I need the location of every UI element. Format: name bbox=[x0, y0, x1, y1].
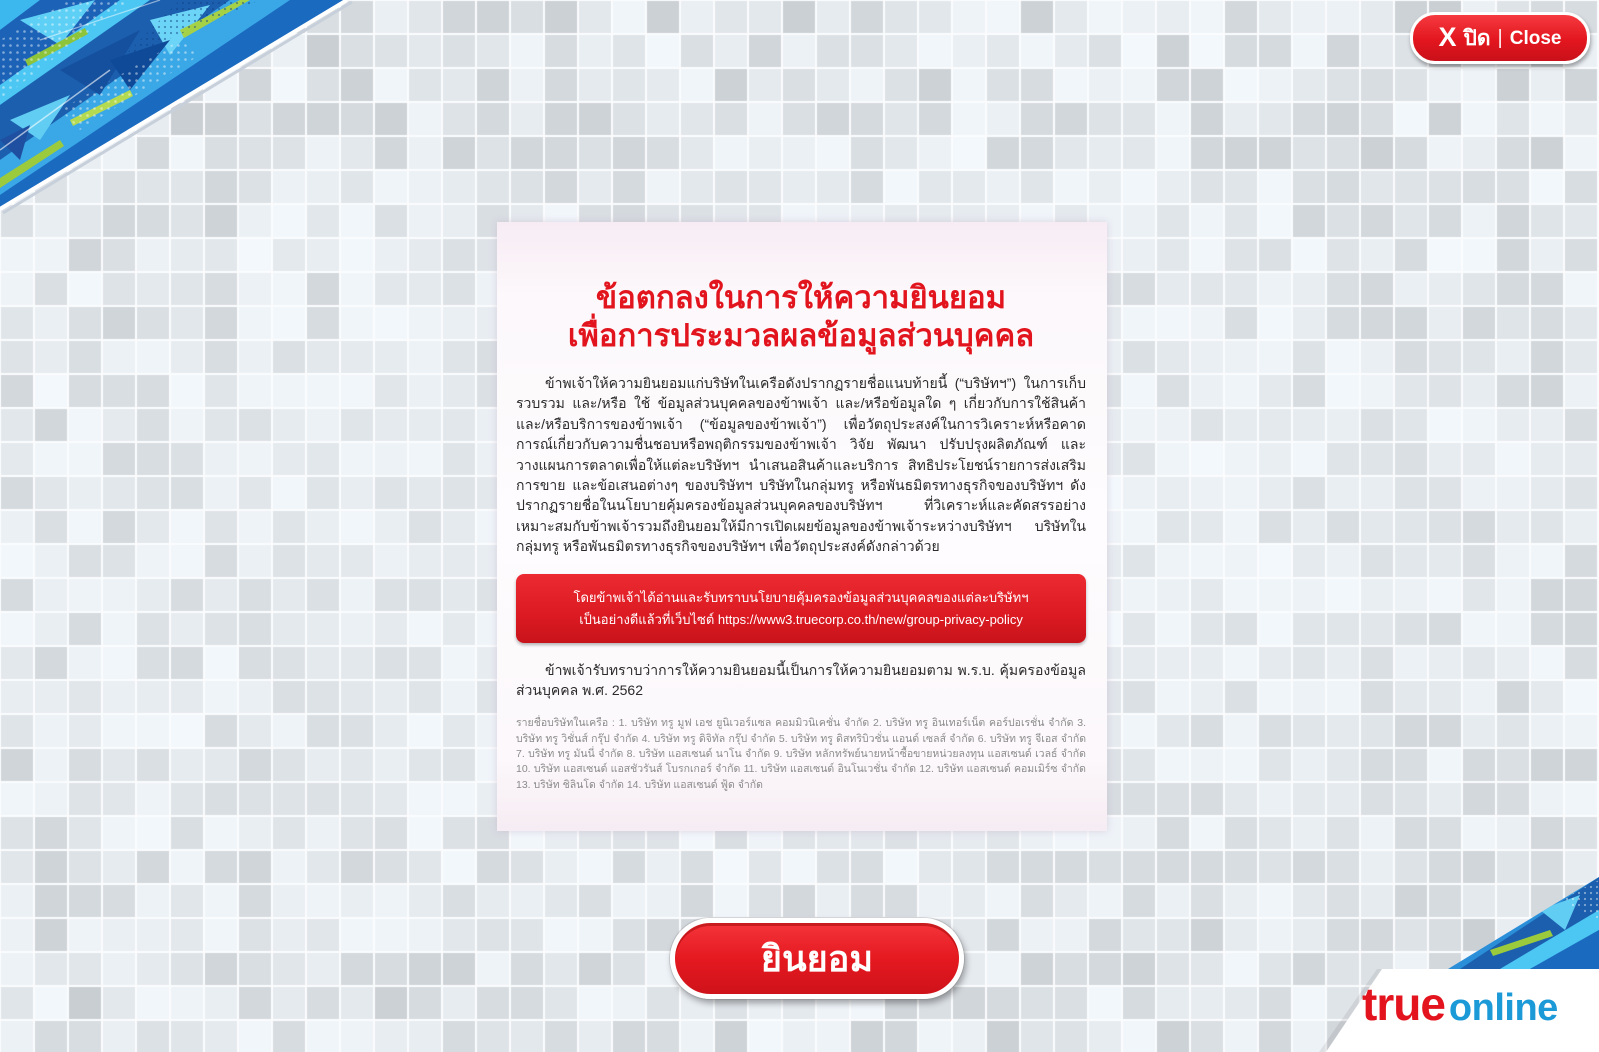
close-label-thai: ปิด bbox=[1463, 26, 1491, 50]
company-item: 9. บริษัท หลักทรัพย์นายหน้าซื้อขายหน่วยลงทุน แอสเซนด์ เวลธ์ จำกัด bbox=[773, 748, 1086, 761]
privacy-policy-notice-line-1: โดยข้าพเจ้าได้อ่านและรับทราบนโยบายคุ้มครองข้อมูลส่วนบุคคลของแต่ละบริษัทฯ bbox=[573, 589, 1029, 605]
company-item: 1. บริษัท ทรู มูฟ เอช ยูนิเวอร์แซล คอมมิวนิเคชั่น จำกัด bbox=[618, 717, 870, 730]
corner-decoration-top-left bbox=[0, 0, 360, 220]
consent-button[interactable]: ยินยอม bbox=[670, 918, 964, 999]
company-item: 7. บริษัท ทรู มันนี่ จำกัด bbox=[516, 748, 624, 761]
company-item: 3. บริษัท ทรู วิชั่นส์ กรุ๊ป จำกัด bbox=[516, 717, 1086, 745]
company-item: 11. บริษัท แอสเซนด์ อินโนเวชั่น จำกัด bbox=[743, 763, 917, 776]
close-icon: X bbox=[1438, 21, 1457, 52]
affiliated-companies-list bbox=[516, 716, 1086, 792]
company-item: 14. บริษัท แอสเซนด์ ฟู้ด จำกัด bbox=[626, 778, 763, 791]
company-item: 4. บริษัท ทรู ดิจิทัล กรุ๊ป จำกัด bbox=[641, 732, 776, 745]
affiliated-companies-label: รายชื่อบริษัทในเครือ : bbox=[516, 717, 615, 730]
logo-online-text: online bbox=[1448, 987, 1558, 1029]
close-label-english: Close bbox=[1509, 27, 1562, 49]
company-item: 2. บริษัท ทรู อินเทอร์เน็ต คอร์ปอเรชั่น จำกัด bbox=[872, 717, 1074, 730]
company-item: 5. บริษัท ทรู ดิสทริบิวชั่น แอนด์ เซลส์ จำกัด bbox=[778, 732, 975, 745]
company-item: 6. บริษัท ทรู จีเอส จำกัด bbox=[977, 732, 1087, 745]
trueonline-logo bbox=[1362, 978, 1558, 1030]
consent-title-line-1: ข้อตกลงในการให้ความยินยอม bbox=[595, 280, 1007, 315]
company-item: 12. บริษัท แอสเซนด์ คอมเมิร์ซ จำกัด bbox=[919, 763, 1086, 776]
consent-title-line-2: เพื่อการประมวลผลข้อมูลส่วนบุคคล bbox=[567, 318, 1035, 353]
company-item: 13. บริษัท ชิลินโด จำกัด bbox=[516, 778, 624, 791]
consent-panel bbox=[497, 222, 1107, 831]
close-label-separator: | bbox=[1497, 27, 1503, 49]
privacy-policy-notice-line-2: เป็นอย่างดีแล้วที่เว็บไซต์ https://www3.truecorp.co.th/new/group-privacy-policy bbox=[579, 612, 1023, 628]
consent-title bbox=[516, 279, 1086, 355]
privacy-policy-notice bbox=[516, 574, 1086, 643]
consent-paragraph: ข้าพเจ้าให้ความยินยอมแก่บริษัทในเครือดังปรากฏรายชื่อแนบท้ายนี้ (“บริษัทฯ”) ในการเก็บรวบรวม และ/หรือ ใช้ ข้อมูลส่วนบุคคลของข้าพเจ้า และ/หรือข้อมูลใด ๆ เกี่ยวกับการใช้สินค้าและ/หรือบริการของข้าพเจ้า (“ข้อมูลของข้าพเจ้า”) เพื่อวัตถุประสงค์ในการวิเคราะห์หรือคาดการณ์เกี่ยวกับความชื่นชอบหรือพฤติกรรมของข้าพเจ้า วิจัย พัฒนา ปรับปรุงผลิตภัณฑ์ และวางแผนการตลาดเพื่อให้แต่ละบริษัทฯ นำเสนอสินค้าและบริการ สิทธิประโยชน์รายการส่งเสริมการขาย และข้อเสนอต่างๆ ของบริษัทฯ บริษัทในกลุ่มทรู หรือพันธมิตรทางธุรกิจของบริษัทฯ ดังปรากฏรายชื่อในนโยบายคุ้มครองข้อมูลส่วนบุคคลของบริษัทฯ ที่วิเคราะห์และคัดสรรอย่างเหมาะสมกับข้าพเจ้ารวมถึงยินยอมให้มีการเปิดเผยข้อมูลของข้าพเจ้าระหว่างบริษัทฯ บริษัทในกลุ่มทรู หรือพันธมิตรทางธุรกิจของบริษัทฯ เพื่อวัตถุประสงค์ดังกล่าวด้วย bbox=[516, 375, 1086, 555]
close-button[interactable] bbox=[1410, 12, 1590, 64]
company-item: 10. บริษัท แอสเซนด์ แอสชัวรันส์ โบรกเกอร์ จำกัด bbox=[516, 763, 741, 776]
logo-true-text: true bbox=[1362, 978, 1445, 1030]
company-item: 8. บริษัท แอสเซนด์ นาโน จำกัด bbox=[626, 748, 771, 761]
pdpa-acknowledgement-paragraph: ข้าพเจ้ารับทราบว่าการให้ความยินยอมนี้เป็นการให้ความยินยอมตาม พ.ร.บ. คุ้มครองข้อมูลส่วนบุคคล พ.ศ. 2562 bbox=[516, 661, 1086, 699]
